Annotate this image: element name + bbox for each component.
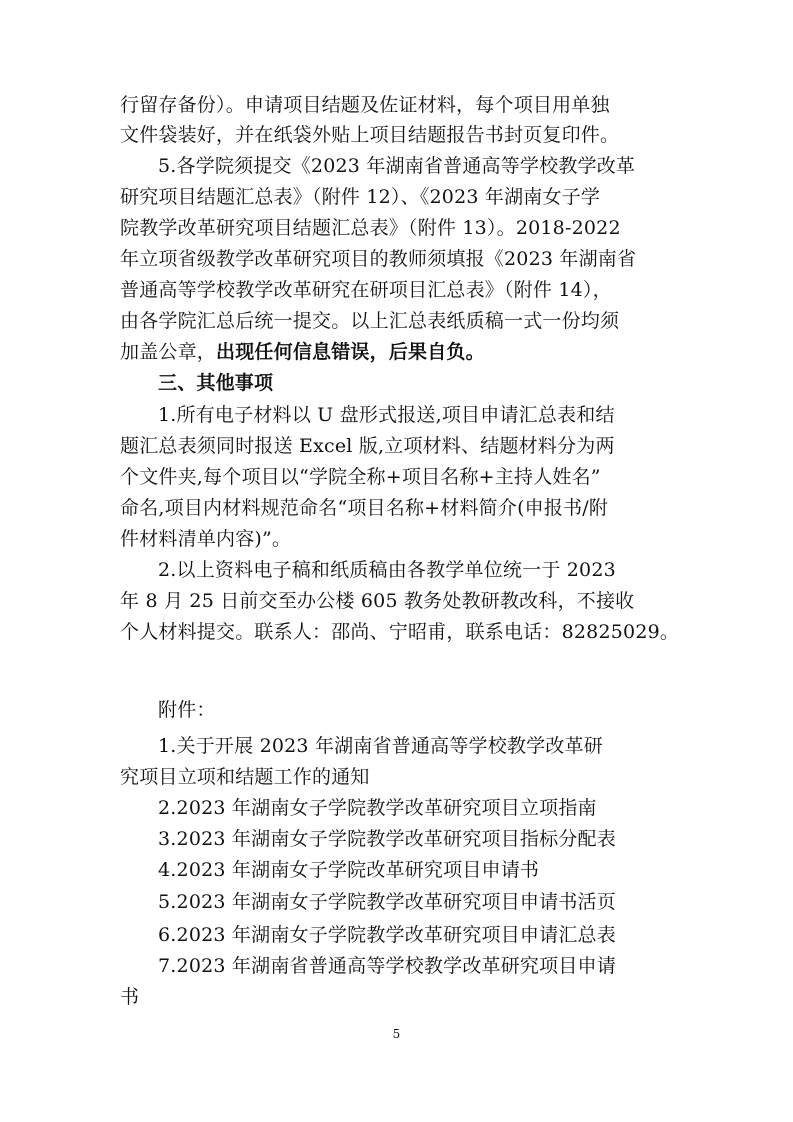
attachment-item: 4.2023 年湖南女子学院改革研究项目申请书 [158, 859, 540, 881]
paragraph-line: 行留存备份）。申请项目结题及佐证材料，每个项目用单独 [120, 94, 610, 116]
item5-text: 加盖公章， [120, 341, 217, 363]
item5-line [120, 337, 680, 367]
section-heading: 三、其他事项 [158, 372, 274, 394]
item5-line: 年立项省级教学改革研究项目的教师须填报《2023 年湖南省 [120, 248, 637, 270]
section3-item1-line: 1.所有电子材料以 U 盘形式报送,项目申请汇总表和结 [158, 404, 615, 426]
page-number: 5 [392, 1027, 401, 1041]
attachment-item: 6.2023 年湖南女子学院教学改革研究项目申请汇总表 [158, 924, 616, 946]
section3-item2-line: 2.以上资料电子稿和纸质稿由各教学单位统一于 2023 [158, 559, 616, 581]
attachment-item: 5.2023 年湖南女子学院教学改革研究项目申请书活页 [158, 891, 616, 913]
warning-text: 出现任何信息错误，后果自负。 [216, 341, 485, 363]
section3-item1-line: 题汇总表须同时报送 Excel 版,立项材料、结题材料分为两 [120, 435, 615, 457]
section3-item2-line: 年 8 月 25 日前交至办公楼 605 教务处教研教改科，不接收 [120, 590, 635, 612]
attachment-item: 书 [120, 986, 140, 1008]
item5-line: 由各学院汇总后统一提交。以上汇总表纸质稿一式一份均须 [120, 310, 620, 332]
attachment-item: 究项目立项和结题工作的通知 [120, 766, 370, 788]
attachment-item: 3.2023 年湖南女子学院教学改革研究项目指标分配表 [158, 828, 616, 850]
section3-item1-line: 个文件夹,每个项目以“学院全称+项目名称+主持人姓名” [120, 466, 601, 488]
paragraph-line: 文件袋装好，并在纸袋外贴上项目结题报告书封页复印件。 [120, 124, 620, 146]
section3-item2-line: 个人材料提交。联系人：邵尚、宁昭甫，联系电话：82825029。 [120, 621, 680, 643]
attachments-label: 附件： [158, 699, 216, 721]
attachment-item: 1.关于开展 2023 年湖南省普通高等学校教学改革研 [158, 735, 603, 757]
item5-line: 院教学改革研究项目结题汇总表》（附件 13）。2018-2022 [120, 217, 621, 239]
item5-line: 5.各学院须提交《2023 年湖南省普通高等学校教学改革 [158, 155, 636, 177]
item5-line: 普通高等学校教学改革研究在研项目汇总表》（附件 14）， [120, 279, 612, 301]
attachment-item: 2.2023 年湖南女子学院教学改革研究项目立项指南 [158, 797, 597, 819]
item5-line: 研究项目结题汇总表》（附件 12）、《2023 年湖南女子学 [120, 186, 601, 208]
section3-item1-line: 命名,项目内材料规范命名“项目名称+材料简介(申报书/附 [120, 497, 609, 519]
section3-item1-line: 件材料清单内容)”。 [120, 528, 292, 550]
attachment-item: 7.2023 年湖南省普通高等学校教学改革研究项目申请 [158, 955, 616, 977]
